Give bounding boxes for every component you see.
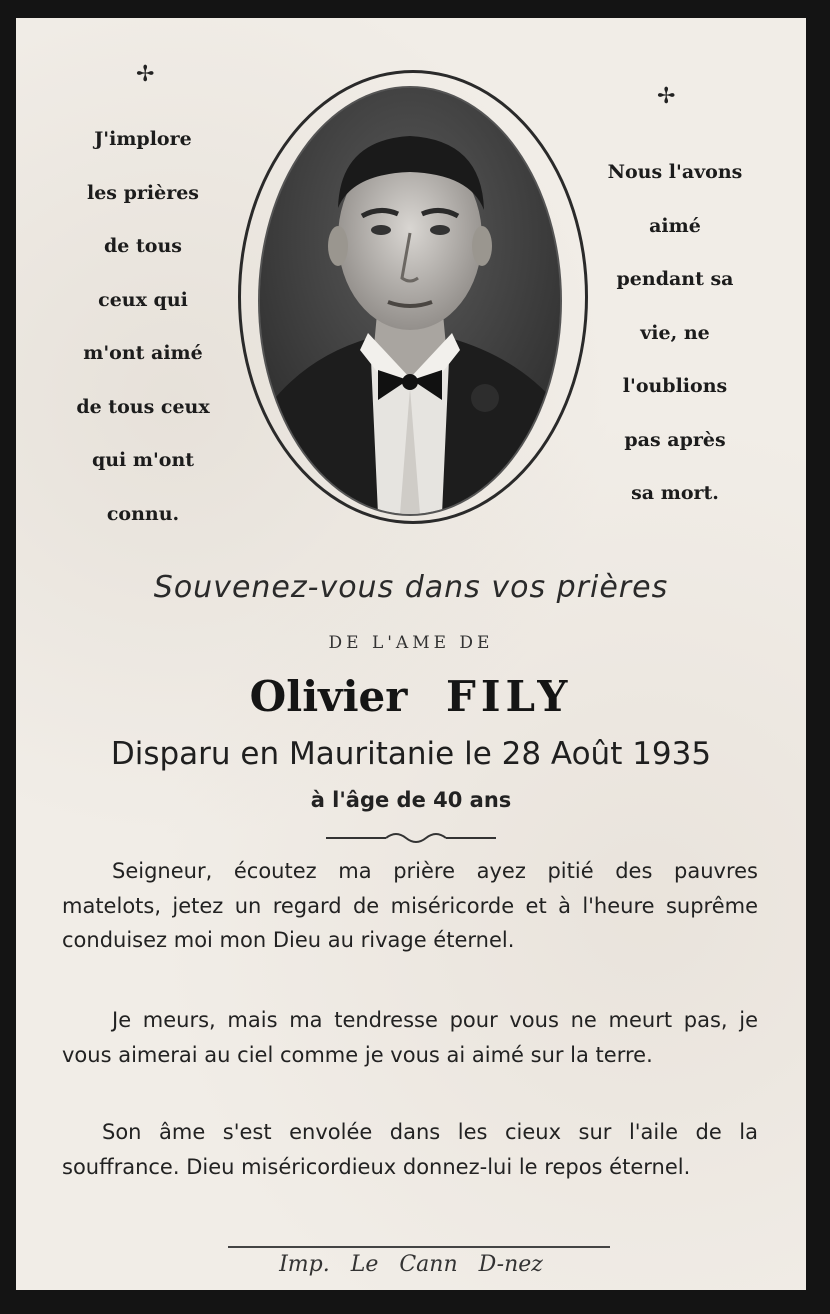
right-verse-line: pas après	[624, 428, 726, 451]
right-verse-line: Nous l'avons	[607, 161, 743, 183]
right-verse-line: pendant sa	[616, 268, 734, 290]
right-verse	[584, 146, 766, 521]
right-verse-line: sa mort.	[631, 482, 719, 504]
left-verse-line: de tous	[104, 235, 182, 257]
printer-rule	[228, 1246, 610, 1248]
portrait-illustration	[260, 88, 560, 514]
prayer-paragraph-3: Son âme s'est envolée dans les cieux sur l'aile de la souffrance. Dieu miséricordieux donnez-lui le repos éternel.	[62, 1120, 758, 1179]
right-verse-line: vie, ne	[640, 321, 710, 344]
memorial-card	[16, 18, 806, 1290]
last-name: FILY	[446, 672, 573, 721]
right-cross-icon: ✢	[657, 84, 676, 109]
printer-credit: Imp. Le Cann D-nez	[279, 1252, 543, 1277]
left-verse	[52, 113, 234, 541]
left-verse-line: les prières	[86, 181, 199, 204]
right-verse-line: l'oublions	[622, 375, 728, 397]
left-verse-line: qui m'ont	[91, 449, 195, 471]
age-line: à l'âge de 40 ans	[310, 788, 512, 812]
left-verse-line: connu.	[106, 502, 180, 525]
left-verse-line: ceux qui	[98, 288, 188, 311]
portrait-photo	[260, 88, 560, 514]
flourish-divider	[326, 830, 496, 846]
disappearance-line: Disparu en Mauritanie le 28 Août 1935	[110, 736, 712, 772]
right-verse-line: aimé	[649, 214, 701, 237]
left-cross-icon: ✢	[136, 62, 155, 87]
of-the-soul-line: DE L'AME DE	[328, 633, 494, 653]
left-verse-line: m'ont aimé	[83, 342, 203, 364]
left-verse-line: de tous ceux	[76, 395, 210, 418]
deceased-name	[16, 672, 806, 721]
remember-line: Souvenez-vous dans vos prières	[153, 570, 669, 605]
left-verse-line: J'implore	[94, 128, 192, 150]
prayer-paragraph-2: Je meurs, mais ma tendresse pour vous ne meurt pas, je vous aimerai au ciel comme je vous ai aimé sur la terre.	[62, 1008, 758, 1067]
prayer-paragraph-1: Seigneur, écoutez ma prière ayez pitié des pauvres matelots, jetez un regard de miséricorde et à l'heure suprême conduisez moi mon Dieu au rivage éternel.	[62, 859, 758, 952]
first-name: Olivier	[249, 672, 408, 721]
